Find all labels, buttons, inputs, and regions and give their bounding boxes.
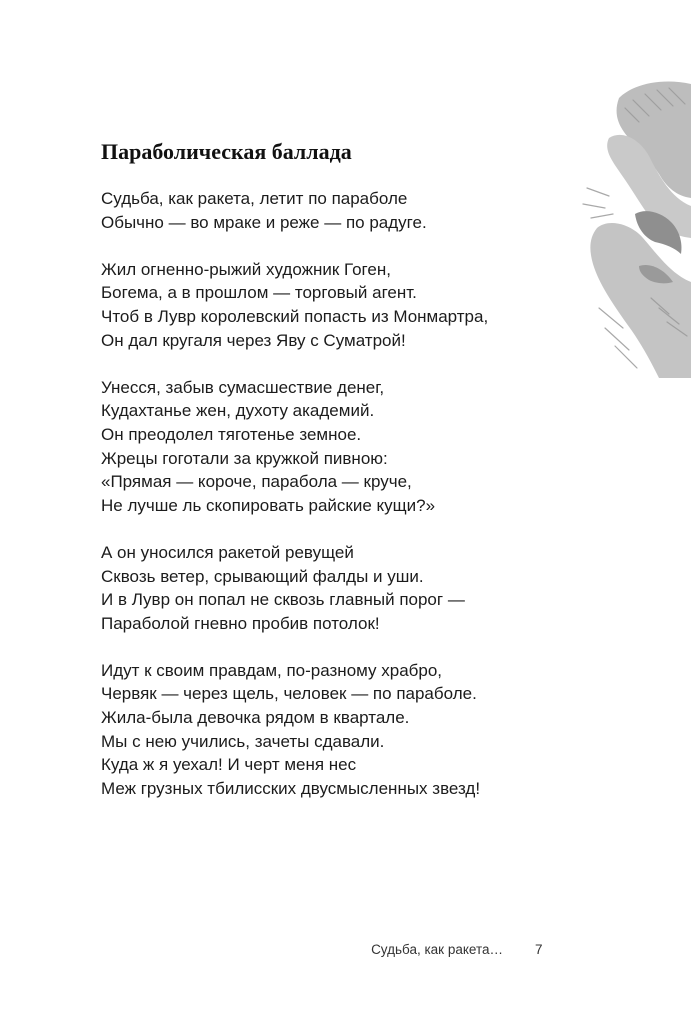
poem-line: Меж грузных тбилисских двусмысленных звезд!	[101, 778, 481, 798]
poem-line: А он уносился ракетой ревущей	[101, 542, 354, 562]
poem-line: Идут к своим правдам, по-разному храбро,	[101, 660, 443, 680]
poem-title: Параболическая баллада	[101, 139, 352, 164]
poem-line: Сквозь ветер, срывающий фалды и уши.	[101, 566, 424, 586]
poem-line: Параболой гневно пробив потолок!	[101, 613, 380, 633]
stanza	[101, 187, 581, 234]
stanza	[101, 258, 581, 352]
poem-line: Мы с нею учились, зачеты сдавали.	[101, 731, 385, 751]
stanza	[101, 659, 581, 801]
poem-line: Жил огненно-рыжий художник Гоген,	[101, 259, 391, 279]
poem-line: Жила-была девочка рядом в квартале.	[101, 708, 410, 728]
poem-line: Жрецы гоготали за кружкой пивною:	[101, 448, 388, 468]
poem-line: Червяк — через щель, человек — по параболе.	[101, 684, 477, 704]
poem-line: Куда ж я уехал! И черт меня нес	[101, 755, 357, 775]
stanza	[101, 376, 581, 518]
running-head: Судьба, как ракета…	[371, 942, 503, 957]
portrait-sketch-illustration	[579, 78, 691, 378]
page-number: 7	[535, 942, 543, 957]
poem-body	[101, 187, 581, 824]
poem-line: «Прямая — короче, парабола — круче,	[101, 472, 412, 492]
poem-line: Он дал кругаля через Яву с Суматрой!	[101, 330, 406, 350]
stanza	[101, 541, 581, 635]
poem-line: Унесся, забыв сумасшествие денег,	[101, 377, 385, 397]
poem-line: Судьба, как ракета, летит по параболе	[101, 189, 408, 208]
poem-line: Обычно — во мраке и реже — по радуге.	[101, 212, 427, 232]
poem-line: Он преодолел тяготенье земное.	[101, 424, 362, 444]
page-footer	[0, 940, 691, 960]
poem-line: Чтоб в Лувр королевский попасть из Монмартра,	[101, 306, 489, 326]
poem-line: Кудахтанье жен, духоту академий.	[101, 401, 375, 421]
poem-line: И в Лувр он попал не сквозь главный порог —	[101, 590, 465, 610]
poem-line: Не лучше ль скопировать райские кущи?»	[101, 495, 436, 515]
poem-line: Богема, а в прошлом — торговый агент.	[101, 283, 417, 303]
